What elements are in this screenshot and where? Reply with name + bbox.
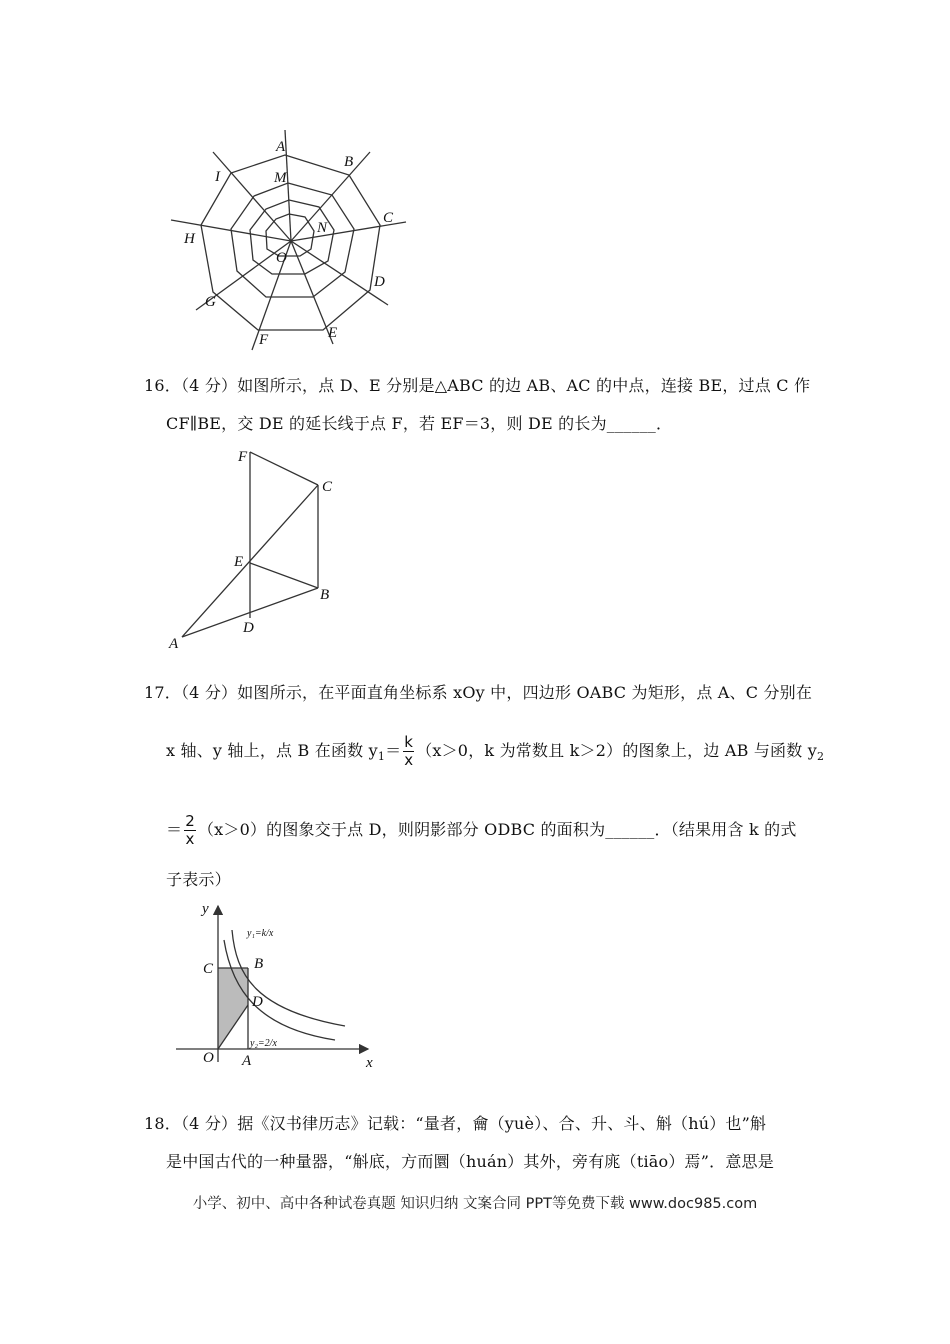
fraction-k-over-x [403, 734, 414, 769]
label-A: A [242, 1053, 252, 1069]
label-N: N [317, 220, 328, 236]
q17-line-3-text: （x＞0）的图象交于点 D，则阴影部分 ODBC 的面积为______．（结果用含 k 的式 [197, 820, 797, 839]
triangle-figure [160, 440, 360, 655]
label-B: B [320, 587, 330, 603]
label-C: C [322, 479, 333, 495]
fraction-2-over-x [184, 813, 196, 848]
spider-web-figure [160, 130, 420, 355]
label-D: D [374, 274, 385, 290]
q17-line-2 [166, 734, 824, 769]
curve-y2-label: y₂=2/x [250, 1038, 277, 1049]
label-A: A [276, 139, 286, 155]
q17-line-1: 17．（4 分）如图所示，在平面直角坐标系 xOy 中，四边形 OABC 为矩形，点 A、C 分别在 [144, 683, 813, 702]
q17-sub-1: 1 [377, 750, 386, 764]
label-I: I [215, 169, 220, 185]
label-C: C [203, 961, 214, 977]
q17-line-3 [166, 813, 797, 848]
q17-eq: ＝ [385, 741, 402, 760]
q18-line-1: 18．（4 分）据《汉书律历志》记载：“量者，龠（yuè）、合、升、斗、斛（hú）也”斛 [144, 1114, 767, 1133]
q17-line-2-text-a: x 轴、y 轴上，点 B 在函数 y [166, 741, 378, 760]
axis-x-label: x [366, 1055, 373, 1071]
label-D: D [243, 620, 254, 636]
q18-line-2: 是中国古代的一种量器，“斛底，方而圜（huán）其外，旁有庣（tiāo）焉”．意思是 [166, 1152, 774, 1171]
page-footer: 小学、初中、高中各种试卷真题 知识归纳 文案合同 PPT等免费下载 www.doc985.com [192, 1196, 758, 1212]
label-C: C [383, 210, 394, 226]
label-E: E [234, 554, 244, 570]
label-H: H [184, 231, 195, 247]
label-F: F [238, 449, 248, 465]
q16-line-2: CF∥BE，交 DE 的延长线于点 F，若 EF＝3，则 DE 的长为______． [166, 414, 673, 433]
fraction-numerator: 2 [185, 812, 195, 830]
label-O: O [276, 250, 287, 266]
label-F: F [259, 332, 269, 348]
q17-line-4: 子表示） [166, 870, 231, 889]
fraction-numerator: k [404, 733, 414, 751]
q17-line-2-text-b: （x＞0，k 为常数且 k＞2）的图象上，边 AB 与函数 y [416, 741, 817, 760]
fraction-denominator: x [404, 751, 414, 769]
label-O: O [203, 1050, 214, 1066]
fraction-denominator: x [185, 830, 195, 848]
label-D: D [252, 994, 263, 1010]
label-G: G [205, 294, 216, 310]
label-B: B [254, 956, 264, 972]
axis-y-label: y [202, 901, 209, 917]
coordinate-figure [168, 895, 388, 1075]
label-E: E [328, 325, 338, 341]
q16-line-1: 16．（4 分）如图所示，点 D、E 分别是△ABC 的边 AB、AC 的中点，连接 BE，过点 C 作 [144, 376, 811, 395]
q17-sub-2: 2 [816, 750, 825, 764]
label-M: M [274, 170, 287, 186]
label-A: A [169, 636, 179, 652]
label-B: B [344, 154, 354, 170]
q17-line-3-eq: ＝ [166, 820, 183, 839]
curve-y1-label: y₁=k/x [247, 928, 274, 939]
